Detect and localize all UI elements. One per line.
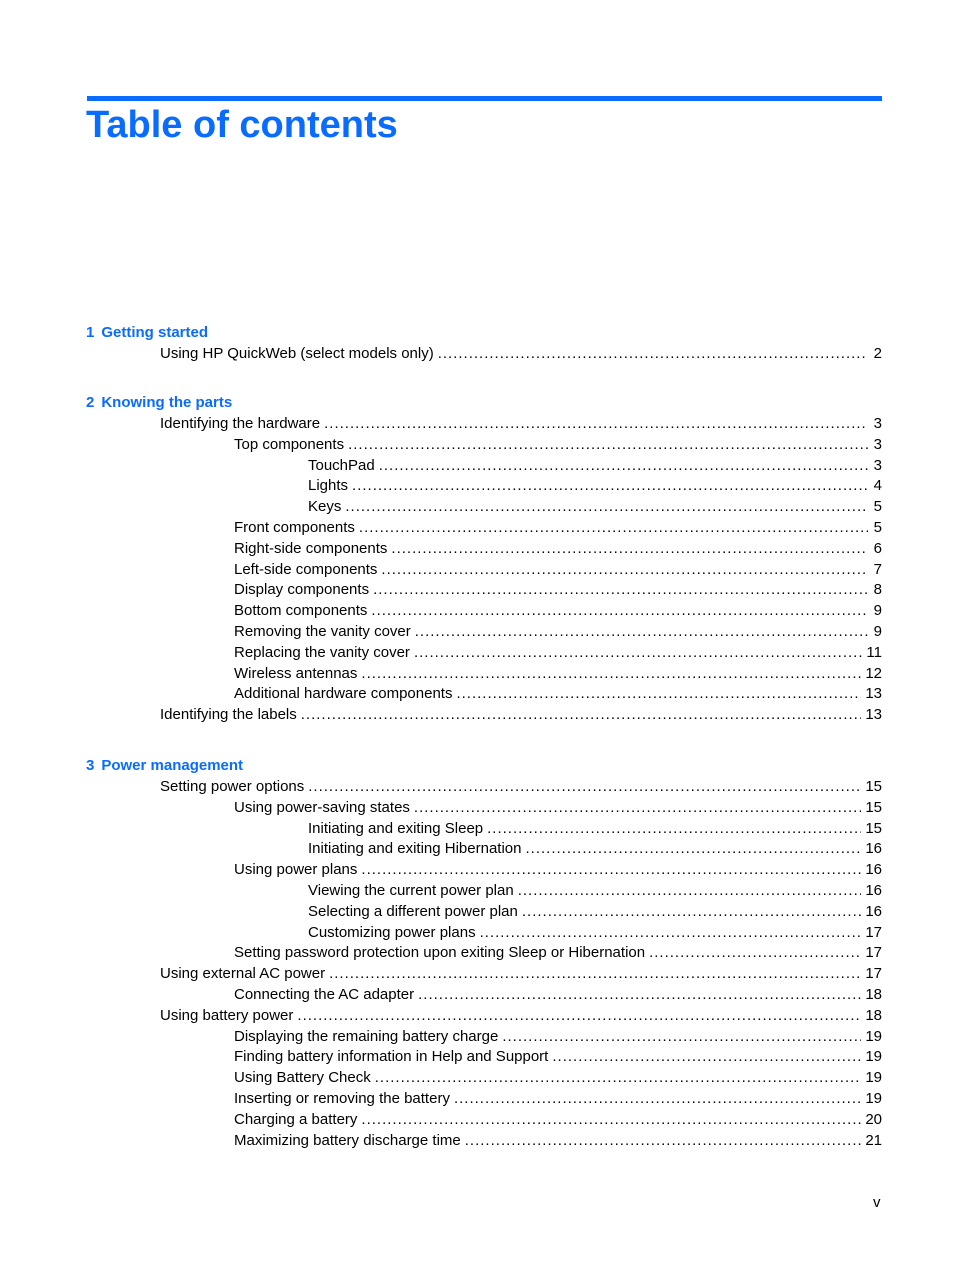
dot-leader: [525, 839, 861, 859]
toc-entry-label: Connecting the AC adapter: [234, 986, 415, 1003]
dot-leader: [297, 1006, 861, 1026]
dot-leader: [308, 777, 861, 797]
toc-entry[interactable]: [308, 839, 882, 859]
toc-entry[interactable]: [160, 705, 882, 725]
dot-leader: [438, 344, 868, 364]
dot-leader: [379, 456, 868, 476]
toc-entry-label: Using battery power: [160, 1006, 294, 1024]
toc-entry-label: Using HP QuickWeb (select models only): [160, 345, 434, 362]
dot-leader: [414, 798, 861, 818]
dot-leader: [381, 560, 868, 580]
dot-leader: [373, 580, 868, 600]
toc-entry-label: Charging a battery: [234, 1110, 358, 1128]
toc-entry-label: Additional hardware components: [234, 685, 453, 703]
toc-entry[interactable]: [308, 497, 882, 517]
toc-entry-page: 6: [873, 539, 882, 557]
toc-entry-page: 18: [865, 986, 882, 1003]
toc-entry-label: Customizing power plans: [308, 923, 476, 941]
chapter-heading-3[interactable]: [86, 756, 243, 776]
toc-entry[interactable]: [234, 860, 882, 880]
toc-entry-page: 13: [865, 706, 882, 724]
toc-entry[interactable]: [160, 414, 882, 434]
dot-leader: [391, 539, 868, 559]
dot-leader: [454, 1089, 861, 1109]
toc-entry-label: Maximizing battery discharge time: [234, 1131, 461, 1149]
toc-entry[interactable]: [234, 539, 882, 559]
toc-entry-label: Lights: [308, 477, 349, 495]
toc-entry-page: 17: [865, 923, 882, 941]
dot-leader: [552, 1047, 861, 1067]
toc-entry-page: 9: [873, 623, 882, 640]
toc-entry[interactable]: [234, 601, 882, 621]
toc-entry[interactable]: [308, 476, 882, 496]
toc-entry[interactable]: [160, 344, 882, 364]
toc-entry[interactable]: [308, 819, 882, 839]
dot-leader: [414, 643, 862, 663]
toc-entry-page: 16: [865, 840, 882, 858]
toc-entry-label: Viewing the current power plan: [308, 882, 514, 899]
dot-leader: [487, 819, 861, 839]
toc-entry-page: 18: [865, 1006, 882, 1024]
toc-entry-label: Replacing the vanity cover: [234, 643, 410, 661]
toc-entry-label: Identifying the hardware: [160, 415, 321, 432]
dot-leader: [375, 1068, 862, 1088]
toc-entry-page: 16: [865, 861, 882, 879]
toc-entry-page: 15: [865, 819, 882, 837]
dot-leader: [324, 414, 868, 434]
toc-entry-label: Removing the vanity cover: [234, 623, 411, 640]
toc-entry-page: 11: [866, 643, 882, 661]
toc-entry[interactable]: [234, 1131, 882, 1151]
toc-entry[interactable]: [234, 1089, 882, 1109]
toc-entry[interactable]: [308, 881, 882, 901]
toc-entry[interactable]: [234, 622, 882, 642]
dot-leader: [415, 622, 868, 642]
toc-entry-label: Using power-saving states: [234, 798, 410, 816]
toc-entry-page: 4: [873, 477, 882, 495]
dot-leader: [345, 497, 868, 517]
toc-entry-label: Keys: [308, 498, 342, 516]
toc-entry-label: Top components: [234, 435, 345, 453]
dot-leader: [502, 1027, 861, 1047]
toc-entry-page: 19: [865, 1048, 882, 1066]
dot-leader: [456, 684, 861, 704]
dot-leader: [418, 985, 861, 1005]
dot-leader: [361, 860, 861, 880]
toc-entry[interactable]: [160, 777, 882, 797]
toc-entry-label: Inserting or removing the battery: [234, 1090, 450, 1107]
dot-leader: [301, 705, 862, 725]
toc-entry[interactable]: [234, 643, 882, 663]
toc-entry[interactable]: [234, 1047, 882, 1067]
dot-leader: [348, 435, 868, 455]
dot-leader: [480, 923, 862, 943]
toc-entry-label: Using power plans: [234, 861, 358, 879]
toc-entry[interactable]: [234, 1027, 882, 1047]
toc-entry[interactable]: [234, 1068, 882, 1088]
toc-entry-page: 8: [873, 581, 882, 599]
toc-entry[interactable]: [234, 664, 882, 684]
dot-leader: [361, 1110, 861, 1130]
toc-entry-page: 2: [873, 345, 882, 362]
toc-entry[interactable]: [234, 985, 882, 1005]
toc-entry[interactable]: [308, 902, 882, 922]
toc-entry-page: 16: [865, 882, 882, 899]
page-title: Table of contents: [86, 104, 398, 146]
toc-entry-page: 9: [873, 602, 882, 620]
dot-leader: [329, 964, 861, 984]
dot-leader: [371, 601, 868, 621]
toc-entry-page: 3: [873, 456, 882, 474]
chapter-number: 3: [86, 757, 95, 774]
toc-entry[interactable]: [160, 964, 882, 984]
toc-entry-page: 5: [873, 498, 882, 516]
toc-entry[interactable]: [234, 1110, 882, 1130]
toc-entry[interactable]: [234, 560, 882, 580]
toc-entry-label: Setting password protection upon exiting Sleep or Hibernation: [234, 944, 646, 962]
chapter-title: Getting started: [101, 324, 209, 341]
dot-leader: [649, 943, 861, 963]
toc-entry-page: 20: [865, 1110, 882, 1128]
toc-entry-page: 5: [873, 519, 882, 536]
toc-entry-page: 17: [865, 944, 882, 962]
toc-entry-label: Left-side components: [234, 560, 378, 578]
chapter-title: Power management: [101, 757, 244, 774]
chapter-heading-1[interactable]: [86, 323, 208, 343]
toc-entry-page: 17: [865, 965, 882, 983]
page-number: v: [873, 1194, 881, 1211]
toc-entry[interactable]: [308, 923, 882, 943]
toc-entry-label: Setting power options: [160, 778, 305, 795]
toc-entry[interactable]: [308, 456, 882, 476]
toc-entry[interactable]: [234, 518, 882, 538]
dot-leader: [518, 881, 862, 901]
toc-entry-page: 3: [873, 415, 882, 432]
dot-leader: [522, 902, 861, 922]
toc-entry[interactable]: [160, 1006, 882, 1026]
toc-entry-label: TouchPad: [308, 456, 375, 474]
toc-entry-label: Front components: [234, 519, 355, 536]
toc-entry-label: Using Battery Check: [234, 1069, 371, 1087]
toc-entry-label: Bottom components: [234, 602, 368, 620]
toc-entry-page: 15: [865, 778, 882, 795]
toc-entry-label: Finding battery information in Help and Support: [234, 1048, 549, 1066]
chapter-heading-2[interactable]: [86, 393, 232, 413]
toc-entry-page: 16: [865, 902, 882, 920]
toc-entry-label: Selecting a different power plan: [308, 902, 518, 920]
toc-entry-page: 12: [865, 664, 882, 682]
chapter-title: Knowing the parts: [101, 394, 233, 411]
toc-entry-label: Initiating and exiting Hibernation: [308, 840, 522, 858]
toc-entry-label: Identifying the labels: [160, 706, 297, 724]
dot-leader: [465, 1131, 862, 1151]
toc-entry-label: Right-side components: [234, 539, 388, 557]
toc-entry-page: 19: [865, 1069, 882, 1087]
toc-entry[interactable]: [234, 798, 882, 818]
toc-entry-page: 19: [865, 1090, 882, 1107]
chapter-number: 2: [86, 394, 95, 411]
toc-entry-page: 7: [873, 560, 882, 578]
toc-entry-page: 15: [865, 798, 882, 816]
toc-entry-label: Display components: [234, 581, 370, 599]
toc-entry-label: Wireless antennas: [234, 664, 358, 682]
toc-entry[interactable]: [234, 684, 882, 704]
toc-entry-label: Initiating and exiting Sleep: [308, 819, 484, 837]
toc-entry-page: 21: [865, 1131, 882, 1149]
toc-entry-label: Using external AC power: [160, 965, 326, 983]
toc-entry-label: Displaying the remaining battery charge: [234, 1027, 499, 1045]
dot-leader: [352, 476, 868, 496]
dot-leader: [359, 518, 868, 538]
toc-entry-page: 3: [873, 435, 882, 453]
toc-entry-page: 19: [865, 1027, 882, 1045]
toc-entry[interactable]: [234, 435, 882, 455]
dot-leader: [361, 664, 861, 684]
toc-entry[interactable]: [234, 580, 882, 600]
toc-entry[interactable]: [234, 943, 882, 963]
toc-entry-page: 13: [865, 685, 882, 703]
chapter-number: 1: [86, 324, 95, 341]
